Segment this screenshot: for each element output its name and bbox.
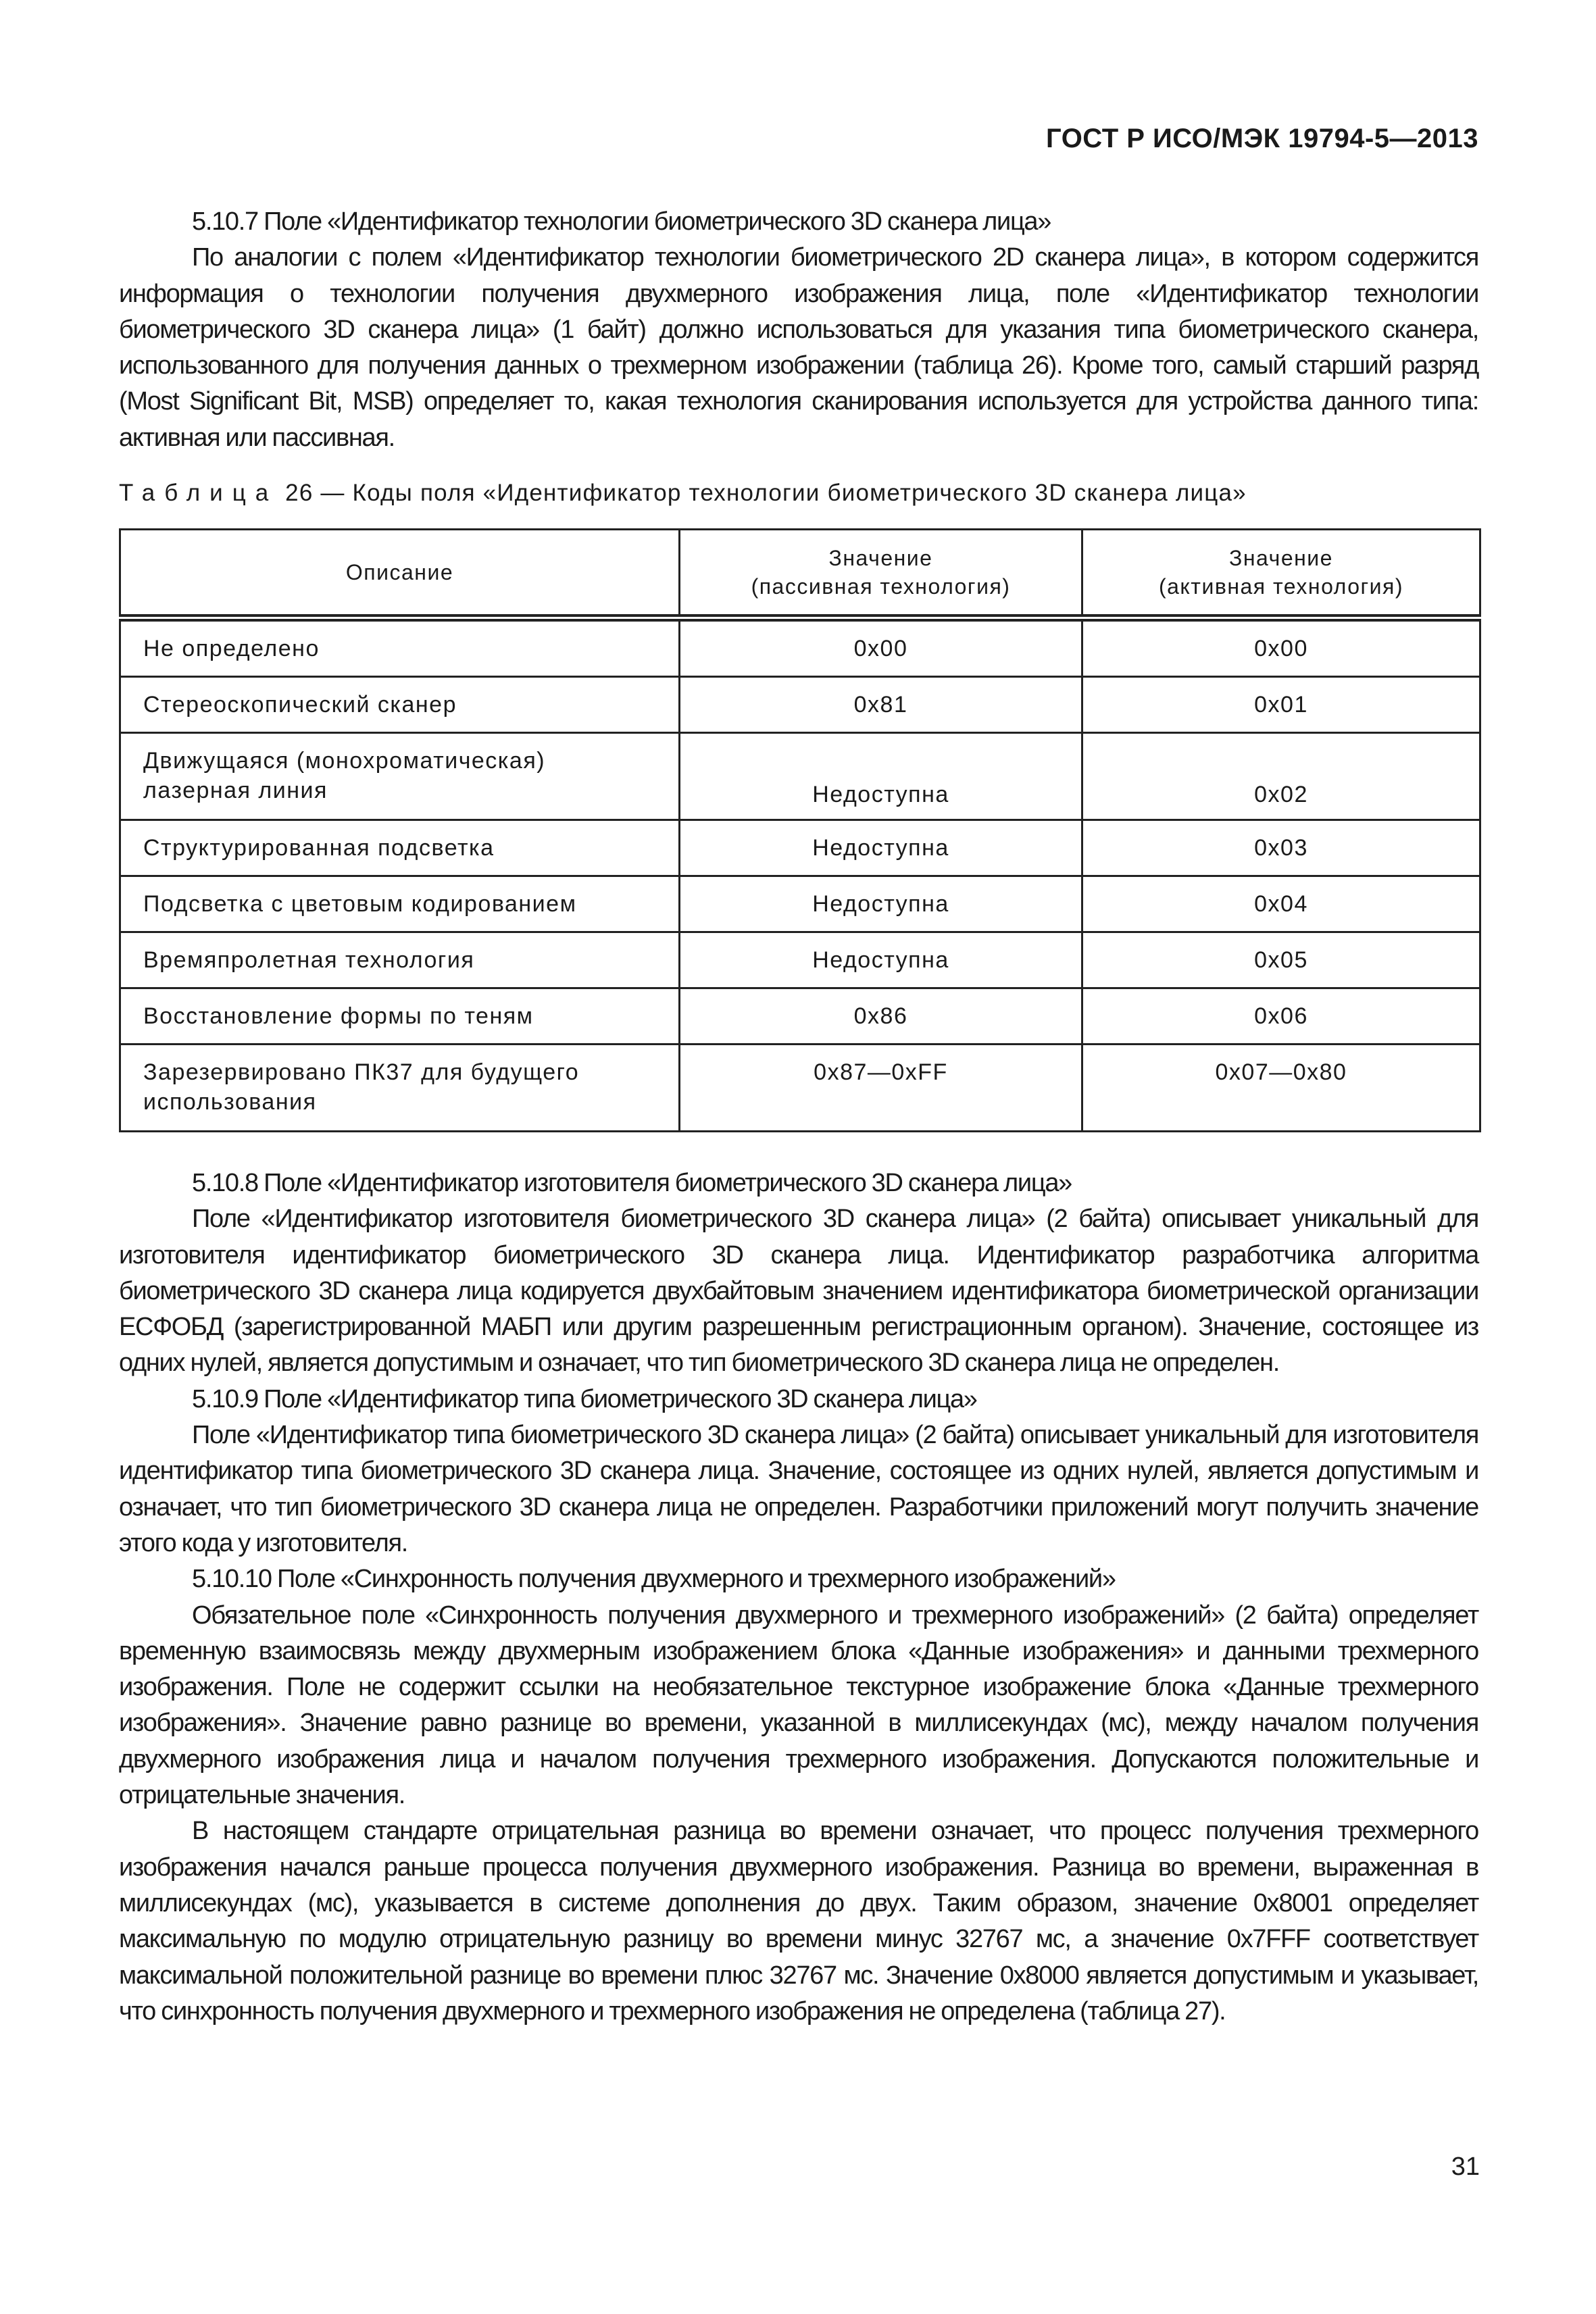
table-26-caption-label: Таблица (119, 480, 278, 506)
table-header-row (120, 530, 1480, 618)
cell-active: 0x07—0x80 (1082, 1045, 1480, 1132)
cell-passive: Недоступна (680, 733, 1082, 820)
table-row (120, 820, 1480, 876)
paragraph-5-10-10-body: Обязательное поле «Синхронность получения двухмерного и трехмерного изображений» (2 байта) определяет временную взаимосвязь между двухмерным изображением блока «Данные изображения» и данными трехмерного изображения. Поле не содержит ссылки на необязательное текстурное изображение блока «Данные трехмерного изображения». Значение равно разнице во времени, указанной в миллисекундах (мс), между началом получения двухмерного изображения лица и началом получения трехмерного изображения. Допускаются положительные и отрицательные значения. (119, 1601, 1478, 1810)
heading-5-10-9: 5.10.9 Поле «Идентификатор типа биометрического 3D сканера лица» (192, 1384, 977, 1413)
standard-header: ГОСТ Р ИСО/МЭК 19794-5—2013 (1046, 124, 1478, 153)
cell-passive: 0x81 (680, 677, 1082, 733)
heading-5-10-10: 5.10.10 Поле «Синхронность получения двухмерного и трехмерного изображений» (192, 1565, 1116, 1594)
cell-passive: Недоступна (680, 820, 1082, 876)
header-active (1082, 530, 1480, 618)
cell-active: 0x03 (1082, 820, 1480, 876)
cell-passive: Недоступна (680, 932, 1082, 988)
table-26 (119, 528, 1481, 1132)
cell-passive: 0x87—0xFF (680, 1045, 1082, 1132)
table-row (120, 876, 1480, 932)
cell-active: 0x04 (1082, 876, 1480, 932)
cell-active: 0x00 (1082, 618, 1480, 677)
header-active-line2: (активная технология) (1158, 574, 1404, 599)
table-row (120, 618, 1480, 677)
cell-description (120, 733, 680, 820)
cell-description-line1: Зарезервировано ПК37 для будущего (143, 1059, 580, 1085)
header-description: Описание (120, 530, 680, 618)
table-row (120, 1045, 1480, 1132)
cell-description: Подсветка с цветовым кодированием (120, 876, 680, 932)
table-row (120, 733, 1480, 820)
cell-active: 0x06 (1082, 988, 1480, 1045)
header-passive-line2: (пассивная технология) (751, 574, 1011, 599)
cell-description-line2: использования (143, 1089, 317, 1115)
header-active-line1: Значение (1229, 546, 1333, 570)
cell-active: 0x01 (1082, 677, 1480, 733)
table-26-caption (119, 480, 1504, 507)
cell-passive: 0x86 (680, 988, 1082, 1045)
table-row (120, 988, 1480, 1045)
cell-description: Времяпролетная технология (120, 932, 680, 988)
cell-description: Восстановление формы по теням (120, 988, 680, 1045)
paragraph-5-10-10-body-2: В настоящем стандарте отрицательная разница во времени означает, что процесс получения трехмерного изображения начался раньше процесса получения двухмерного изображения. Разница во времени, выраженная в миллисекундах (мс), указывается в системе дополнения до двух. Таким образом, значение 0x8001 определяет максимальную по модулю отрицательную разницу во времени минус 32767 мс, а значение 0x7FFF соответствует максимальной положительной разнице во времени плюс 32767 мс. Значение 0x8000 является допустимым и указывает, что синхронность получения двухмерного и трехмерного изображения не определена (таблица 27). (119, 1817, 1478, 2026)
table-row (120, 932, 1480, 988)
table-26-caption-text: 26 — Коды поля «Идентификатор технологии биометрического 3D сканера лица» (285, 480, 1247, 506)
cell-description: Не определено (120, 618, 680, 677)
heading-5-10-7: 5.10.7 Поле «Идентификатор технологии биометрического 3D сканера лица» (192, 207, 1051, 236)
header-passive-line1: Значение (828, 546, 933, 570)
cell-active: 0x02 (1082, 733, 1480, 820)
paragraph-5-10-9-body: Поле «Идентификатор типа биометрического 3D сканера лица» (2 байта) описывает уникальный для изготовителя идентификатор типа биометрического 3D сканера лица. Значение, состоящее из одних нулей, является допустимым и означает, что тип биометрического 3D сканера лица не определен. Разработчики приложений могут получить значение этого кода у изготовителя. (119, 1421, 1478, 1557)
page-number: 31 (1451, 2153, 1480, 2181)
cell-description-line2: лазерная линия (143, 778, 328, 803)
header-passive (680, 530, 1082, 618)
cell-active: 0x05 (1082, 932, 1480, 988)
cell-passive: 0x00 (680, 618, 1082, 677)
paragraph-5-10-7-body: По аналогии с полем «Идентификатор технологии биометрического 2D сканера лица», в котором содержится информация о технологии получения двухмерного изображения лица, поле «Идентификатор технологии биометрического 3D сканера лица» (1 байт) должно использоваться для указания типа биометрического сканера, использованного для получения данных о трехмерном изображении (таблица 26). Кроме того, самый старший разряд (Most Significant Bit, MSB) определяет то, какая технология сканирования используется для устройства данного типа: активная или пассивная. (119, 243, 1478, 452)
heading-5-10-8: 5.10.8 Поле «Идентификатор изготовителя биометрического 3D сканера лица» (192, 1169, 1072, 1197)
section-5-10-7 (119, 204, 1478, 456)
paragraph-5-10-8-body: Поле «Идентификатор изготовителя биометрического 3D сканера лица» (2 байта) описывает уникальный для изготовителя идентификатор биометрического 3D сканера лица. Идентификатор разработчика алгоритма биометрического 3D сканера лица кодируется двухбайтовым значением идентификатора биометрической организации ЕСФОБД (зарегистрированной МАБП или другим разрешенным регистрационным органом). Значение, состоящее из одних нулей, является допустимым и означает, что тип биометрического 3D сканера лица не определен. (119, 1205, 1478, 1378)
sections-5-10-8-to-5-10-10 (119, 1165, 1478, 2030)
table-row (120, 677, 1480, 733)
cell-description-line1: Движущаяся (монохроматическая) (143, 748, 546, 774)
cell-passive: Недоступна (680, 876, 1082, 932)
cell-description: Стереоскопический сканер (120, 677, 680, 733)
cell-description: Структурированная подсветка (120, 820, 680, 876)
cell-description (120, 1045, 680, 1132)
